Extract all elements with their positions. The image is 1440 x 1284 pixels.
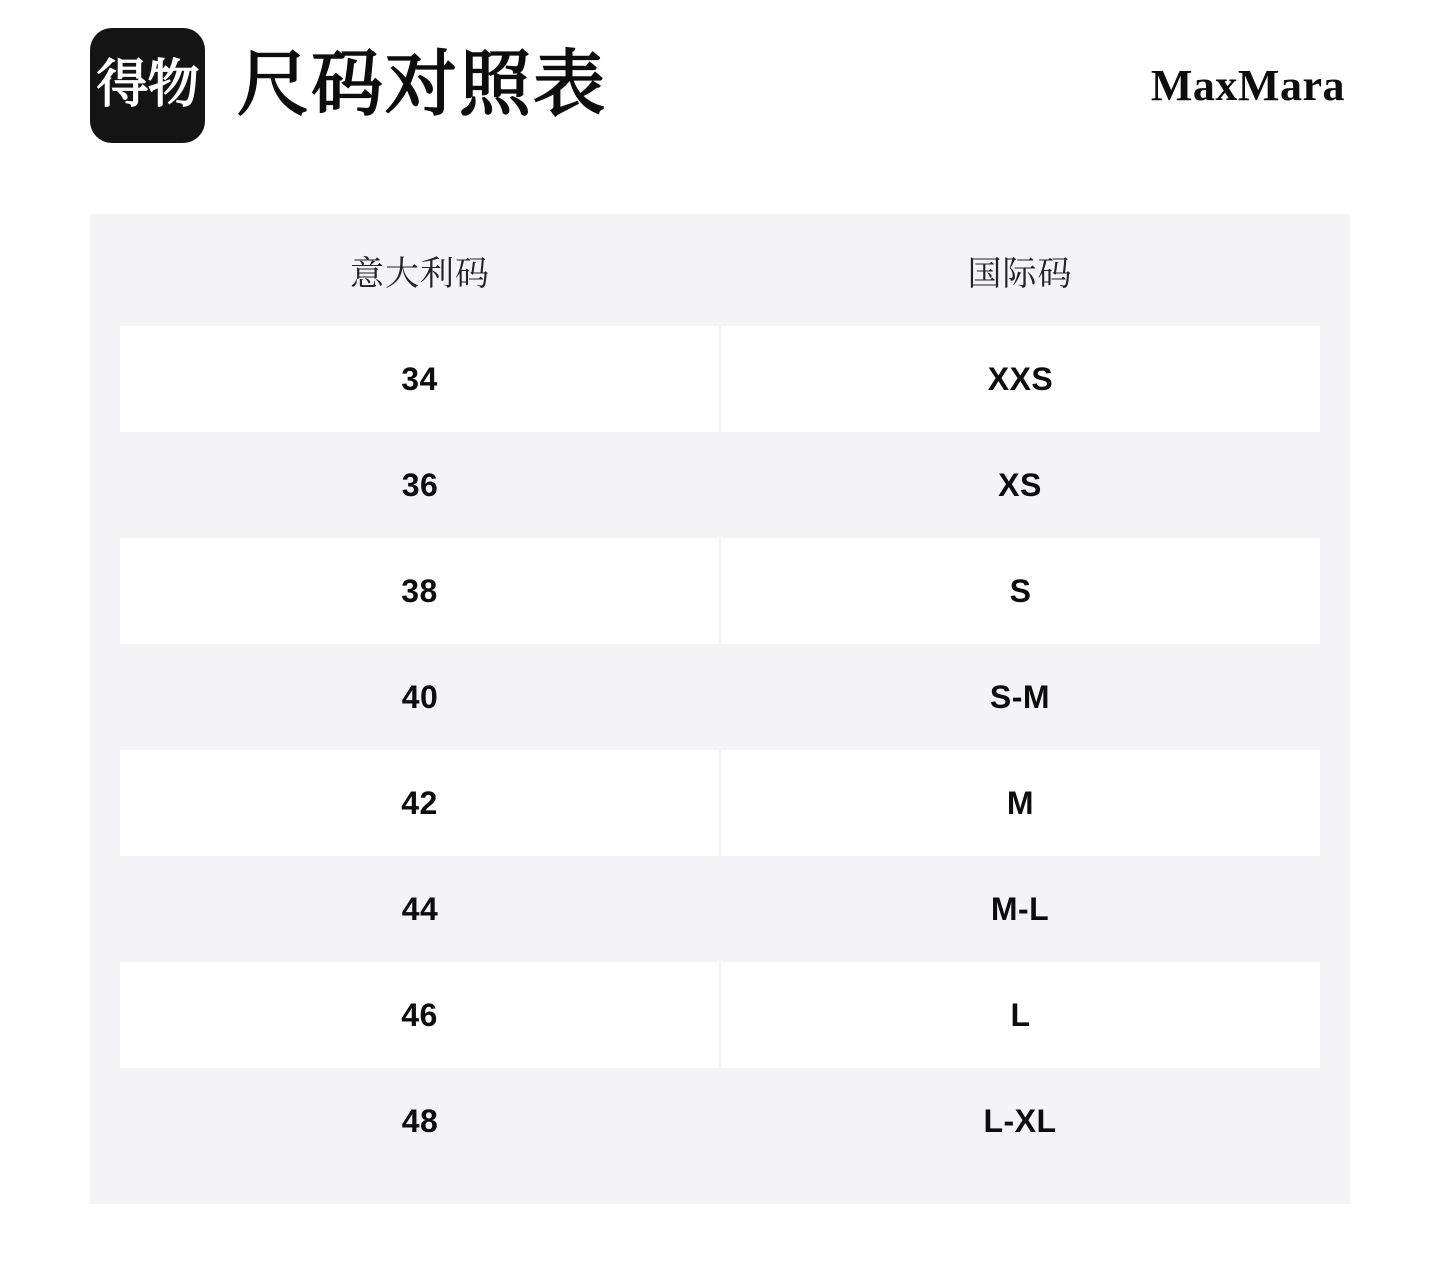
table-row bbox=[120, 1068, 1320, 1174]
cell-international-size: L bbox=[720, 962, 1320, 1068]
cell-international-size: XS bbox=[720, 432, 1320, 538]
table-row bbox=[120, 538, 1320, 644]
column-header-international: 国际码 bbox=[720, 214, 1320, 326]
cell-italian-size: 46 bbox=[120, 962, 720, 1068]
cell-international-size: S bbox=[720, 538, 1320, 644]
cell-italian-size: 36 bbox=[120, 432, 720, 538]
cell-international-size: L-XL bbox=[720, 1068, 1320, 1174]
table-row bbox=[120, 962, 1320, 1068]
cell-international-size: S-M bbox=[720, 644, 1320, 750]
size-table-panel bbox=[90, 214, 1350, 1204]
table-row bbox=[120, 326, 1320, 432]
table-header-row bbox=[120, 214, 1320, 326]
cell-italian-size: 48 bbox=[120, 1068, 720, 1174]
cell-international-size: M-L bbox=[720, 856, 1320, 962]
cell-international-size: XXS bbox=[720, 326, 1320, 432]
page-header bbox=[90, 20, 1345, 150]
cell-italian-size: 38 bbox=[120, 538, 720, 644]
app-logo-text: 得物 bbox=[96, 56, 199, 114]
table-header bbox=[120, 214, 1320, 326]
cell-italian-size: 34 bbox=[120, 326, 720, 432]
brand-logo: MaxMara bbox=[1150, 60, 1345, 110]
page-title: 尺码对照表 bbox=[237, 45, 608, 125]
table-row bbox=[120, 750, 1320, 856]
table-row bbox=[120, 856, 1320, 962]
column-header-italian: 意大利码 bbox=[120, 214, 720, 326]
size-conversion-table bbox=[120, 214, 1320, 1174]
table-row bbox=[120, 432, 1320, 538]
table-body bbox=[120, 326, 1320, 1174]
cell-international-size: M bbox=[720, 750, 1320, 856]
cell-italian-size: 44 bbox=[120, 856, 720, 962]
cell-italian-size: 42 bbox=[120, 750, 720, 856]
cell-italian-size: 40 bbox=[120, 644, 720, 750]
table-row bbox=[120, 644, 1320, 750]
app-logo-icon bbox=[90, 28, 205, 143]
